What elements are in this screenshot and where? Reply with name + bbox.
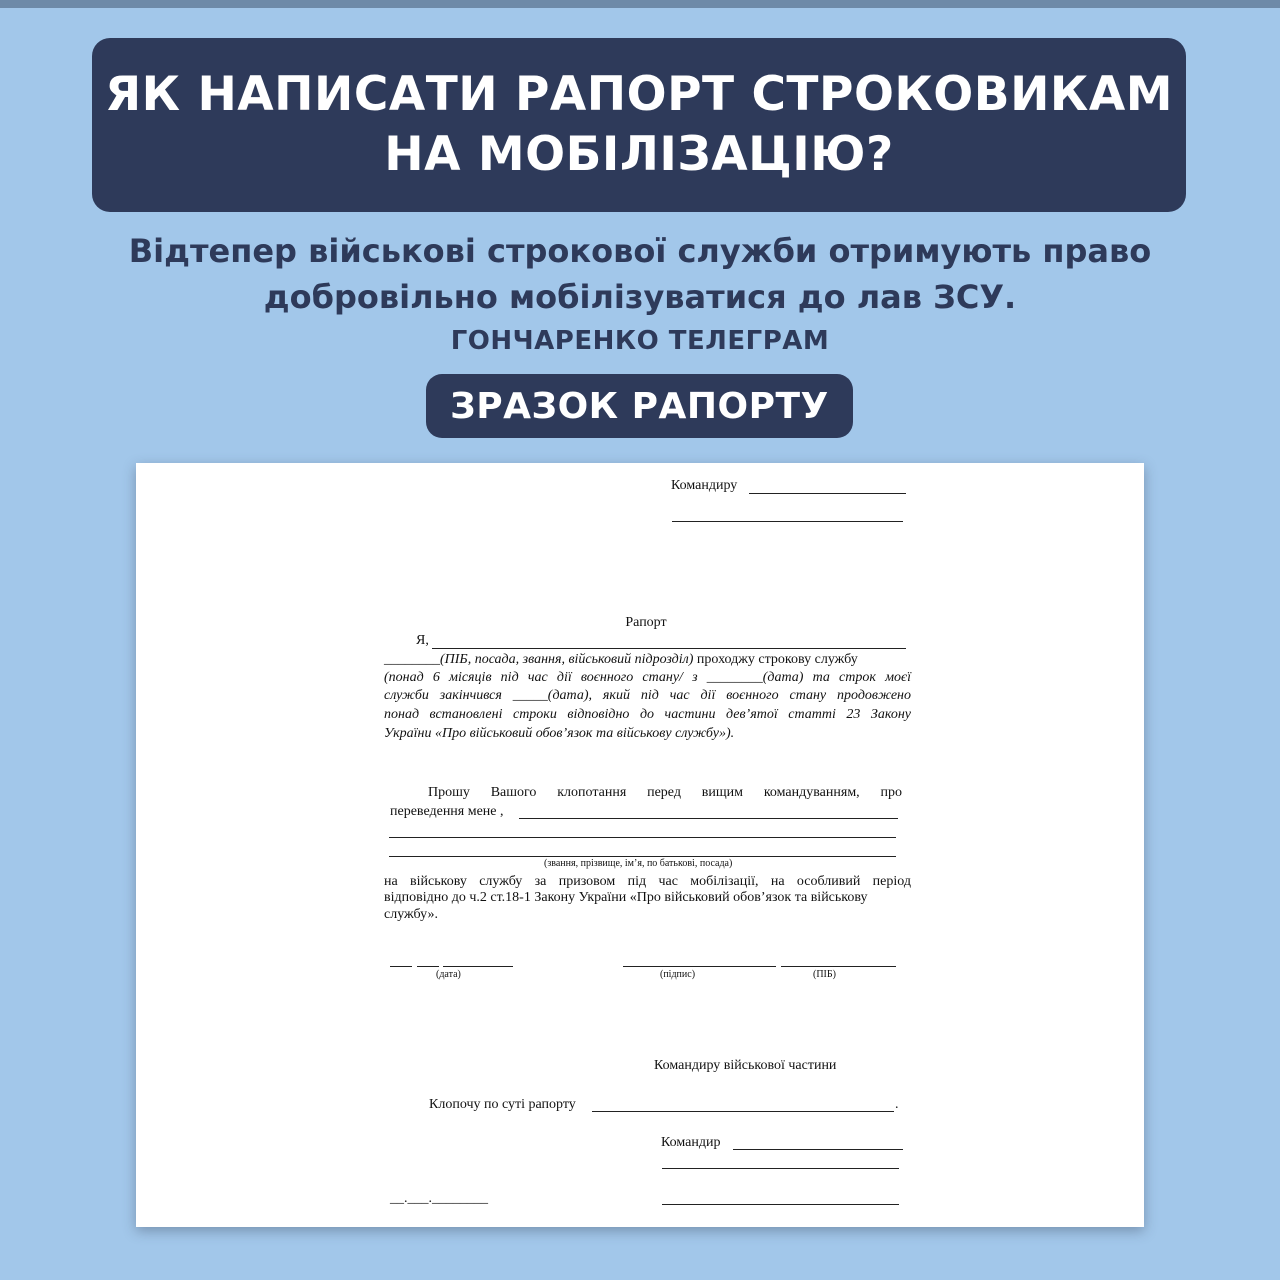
label-date: (дата)	[436, 969, 461, 980]
p2-line-1: Прошу Вашого клопотання перед вищим командуванням, про	[428, 785, 902, 800]
addressee-line-1	[749, 493, 906, 494]
p1-italic: (ПІБ, посада, звання, військовий підрозділ)	[440, 652, 694, 667]
p1-line-1	[384, 651, 911, 669]
p3-line-1: на військову службу за призовом під час мобілізації, на особливий період	[384, 874, 911, 889]
report-document	[136, 463, 1144, 1227]
date-line-month	[417, 966, 439, 967]
p1-line-5: України «Про військовий обов’язок та військову службу»).	[384, 726, 735, 741]
p1-end: проходжу строкову службу	[693, 652, 858, 667]
p1-line-2: (понад 6 місяців під час дії воєнного стану/ з ________(дата) та строк моєї	[384, 670, 911, 685]
unit-commander-label: Командиру військової частини	[654, 1058, 837, 1073]
source-label: ГОНЧАРЕНКО ТЕЛЕГРАМ	[450, 326, 830, 356]
report-title: Рапорт	[625, 615, 667, 630]
commander-label: Командир	[661, 1135, 721, 1150]
title-banner	[92, 38, 1186, 212]
sample-badge: ЗРАЗОК РАПОРТУ	[426, 374, 853, 438]
label-fullname: (ПІБ)	[813, 969, 836, 980]
p2-line-2: переведення мене ,	[390, 804, 504, 819]
commander-signature-line	[662, 1204, 899, 1205]
petition-end: .	[895, 1097, 899, 1112]
subtitle-line-1: Відтепер військові строкової служби отримують право	[128, 232, 1152, 270]
date-line-day	[390, 966, 412, 967]
p1-blank: ________	[384, 652, 440, 667]
petition-line	[592, 1111, 894, 1112]
label-signature: (підпис)	[660, 969, 696, 980]
signature-line	[623, 966, 776, 967]
date-line-year	[443, 966, 513, 967]
fullname-line	[781, 966, 896, 967]
title-line-2: НА МОБІЛІЗАЦІЮ?	[384, 127, 894, 182]
subtitle	[0, 228, 1280, 320]
title-line-1: ЯК НАПИСАТИ РАПОРТ СТРОКОВИКАМ	[104, 67, 1173, 122]
commander-line-1	[733, 1149, 903, 1150]
p3-line-2: відповідно до ч.2 ст.18-1 Закону України «Про військовий обов’язок та військову	[384, 890, 868, 905]
caption-rank: (звання, прізвище, ім’я, по батькові, посада)	[544, 858, 733, 869]
p1-line-3: служби закінчився _____(дата), який під час дії воєнного стану продовжено	[384, 688, 911, 703]
transfer-line-3	[389, 856, 896, 857]
addressee-label: Командиру	[671, 478, 738, 493]
transfer-line-1	[519, 818, 898, 819]
p1-line-4: понад встановлені строки відповідно до частини дев’ятої статті 23 Закону	[384, 707, 911, 722]
p3-line-3: службу».	[384, 907, 438, 922]
subtitle-line-2: добровільно мобілізуватися до лав ЗСУ.	[263, 278, 1017, 316]
top-strip	[0, 0, 1280, 8]
name-line	[432, 648, 906, 649]
petition-label: Клопочу по суті рапорту	[429, 1097, 576, 1112]
resolution-date: __.___.________	[390, 1191, 488, 1206]
ya-label: Я,	[416, 633, 429, 648]
addressee-line-2	[672, 521, 903, 522]
commander-line-2	[662, 1168, 899, 1169]
transfer-line-2	[389, 837, 896, 838]
